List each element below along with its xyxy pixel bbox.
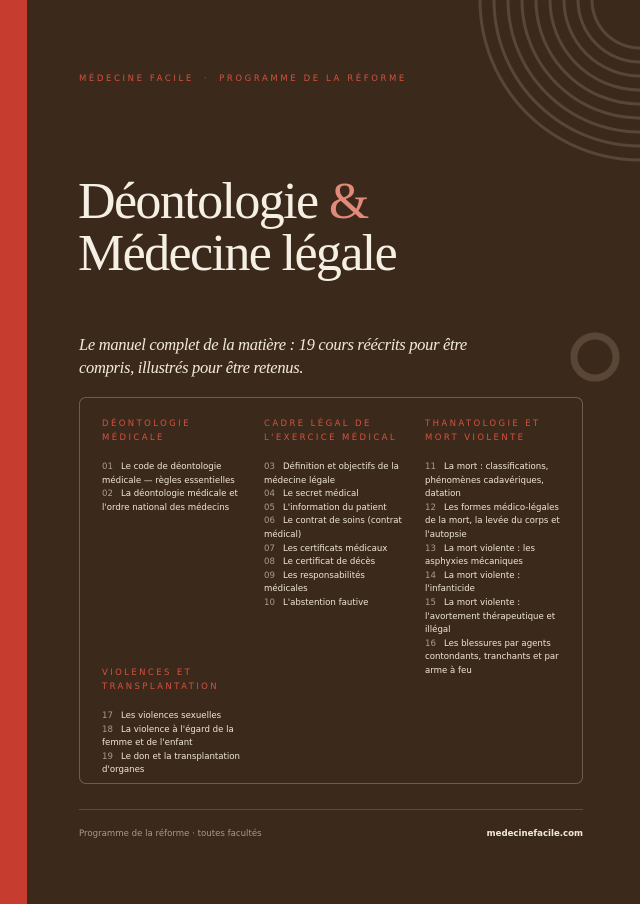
chapter-number: 12 <box>425 502 436 513</box>
chapter-number: 14 <box>425 570 436 581</box>
chapter-number: 17 <box>102 711 113 721</box>
chapter-title: Le certificat de décès <box>282 557 376 568</box>
section-violences <box>102 666 244 778</box>
chapter-number: 01 <box>102 462 113 472</box>
title-line-1: Déontologie <box>78 173 318 230</box>
chapter-number: 18 <box>102 724 113 735</box>
chapter-title: Le code de déontologie médicale — règles essentielles <box>102 462 235 486</box>
section-heading: CADRE LÉGAL DE L'EXERCICE MÉDICAL <box>264 419 398 443</box>
chapter-number: 09 <box>264 570 275 581</box>
section-deontologie <box>102 417 244 515</box>
chapter-number: 19 <box>102 751 113 762</box>
section-cadre-legal <box>264 417 402 611</box>
chapter-item <box>425 570 565 597</box>
chapter-item <box>425 638 565 679</box>
chapter-title: Les responsabilités médicales <box>264 570 365 595</box>
program-name: PROGRAMME DE LA RÉFORME <box>219 74 407 84</box>
chapter-number: 16 <box>425 638 436 649</box>
chapter-number: 15 <box>425 597 436 608</box>
chapter-number: 03 <box>264 462 275 472</box>
chapter-list <box>102 710 244 778</box>
chapter-number: 06 <box>264 516 275 527</box>
chapter-item <box>425 597 565 638</box>
chapter-item <box>264 543 402 557</box>
chapter-number: 10 <box>264 597 275 608</box>
chapter-item <box>425 543 565 570</box>
chapter-item <box>264 556 402 570</box>
chapter-item <box>264 461 402 488</box>
chapter-title: Les violences sexuelles <box>120 711 222 721</box>
chapter-title: L'information du patient <box>282 502 387 513</box>
chapter-title: La violence à l'égard de la femme et de l'enfant <box>102 724 234 749</box>
chapter-number: 11 <box>425 462 436 472</box>
header-eyebrow <box>79 74 407 84</box>
section-heading: DÉONTOLOGIE MÉDICALE <box>102 419 191 443</box>
chapter-title: L'abstention fautive <box>282 597 369 608</box>
chapter-number: 02 <box>102 489 113 500</box>
chapter-title: La déontologie médicale et l'ordre national des médecins <box>102 489 238 513</box>
chapter-item <box>102 751 244 778</box>
section-heading: THANATOLOGIE ET MORT VIOLENTE <box>425 419 541 443</box>
chapter-title: Les certificats médicaux <box>282 543 388 554</box>
chapter-title: Les blessures par agents contondants, tranchants et par arme à feu <box>425 638 559 676</box>
chapter-title: La mort violente : les asphyxies mécaniques <box>425 543 536 568</box>
chapter-item <box>264 488 402 502</box>
chapter-item <box>102 724 244 751</box>
footer-tagline: Programme de la réforme · toutes facultés <box>79 829 262 839</box>
chapter-title: Le don et la transplantation d'organes <box>102 751 241 776</box>
table-of-contents <box>79 397 583 784</box>
chapter-title: La mort violente : l'infanticide <box>425 570 521 595</box>
chapter-number: 05 <box>264 502 275 513</box>
chapter-item <box>425 502 565 543</box>
chapter-number: 13 <box>425 543 436 554</box>
chapter-item <box>102 710 244 724</box>
chapter-item <box>264 502 402 516</box>
chapter-list <box>425 461 565 679</box>
chapter-item <box>264 570 402 597</box>
section-thanatologie <box>425 417 565 679</box>
chapter-item <box>264 515 402 542</box>
chapter-item <box>425 461 565 502</box>
chapter-title: Le secret médical <box>282 489 359 500</box>
title-line-2: Médecine légale <box>78 225 397 282</box>
chapter-number: 07 <box>264 543 275 554</box>
chapter-item <box>102 488 244 515</box>
separator-dot: · <box>203 74 210 84</box>
section-heading: VIOLENCES ET TRANSPLANTATION <box>102 668 219 692</box>
footer-divider <box>79 809 583 810</box>
chapter-list <box>102 461 244 515</box>
chapter-title: Le contrat de soins (contrat médical) <box>264 516 402 540</box>
chapter-item <box>264 597 402 611</box>
chapter-title: La mort violente : l'avortement thérapeutique et illégal <box>425 597 556 636</box>
subtitle: Le manuel complet de la matière : 19 cours réécrits pour être compris, illustrés pour être retenus. <box>79 335 467 377</box>
chapter-number: 08 <box>264 557 275 568</box>
chapter-title: Les formes médico-légales de la mort, la levée du corps et l'autopsie <box>425 502 560 540</box>
chapter-list <box>264 461 402 611</box>
chapter-item <box>102 461 244 488</box>
chapter-number: 04 <box>264 489 275 500</box>
website-link[interactable]: medecinefacile.com <box>486 829 583 839</box>
chapter-title: La mort : classifications, phénomènes cadavériques, datation <box>425 462 549 500</box>
brand-name: MÉDECINE FACILE <box>79 74 194 84</box>
chapter-title: Définition et objectifs de la médecine légale <box>264 462 399 486</box>
page-title <box>78 173 397 282</box>
accent-bar <box>0 0 27 904</box>
title-ampersand: & <box>328 173 368 230</box>
